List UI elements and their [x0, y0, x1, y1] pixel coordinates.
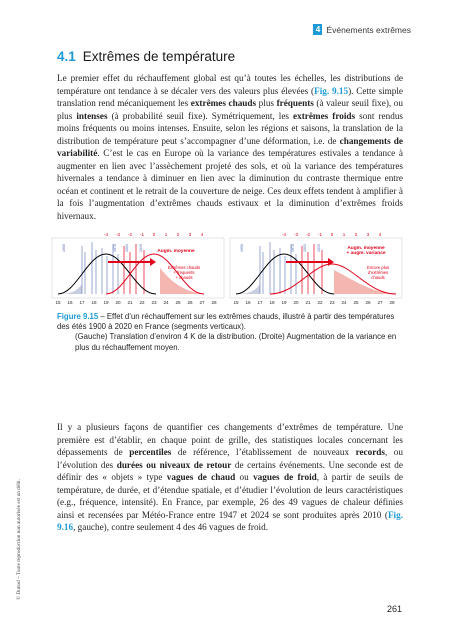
svg-text:1976: 1976: [113, 244, 117, 252]
left-bottom-axis: [55, 300, 217, 305]
svg-text:20: 20: [293, 300, 299, 305]
left-annotation-3: + chauds: [175, 275, 193, 280]
svg-text:2: 2: [176, 232, 180, 237]
svg-text:19: 19: [281, 300, 287, 305]
svg-text:26: 26: [187, 300, 193, 305]
svg-text:2003: 2003: [303, 244, 307, 252]
chapter-number-badge: 4: [313, 24, 322, 35]
right-bottom-axis: [233, 300, 395, 305]
svg-text:16: 16: [245, 300, 251, 305]
svg-text:28: 28: [389, 300, 395, 305]
paragraph-1: Le premier effet du réchauffement global est qu’à toutes les échelles, les distributions de température ont tendance à se décaler vers des valeurs plus élevées (Fig. 9.15). Cette simple translation rend mécaniquement les extrêmes chauds plus fréquents (à valeur seuil fixe), ou plus intenses (à probabilité seuil fixe). Symétriquement, les extrêmes froids sont rendus moins fréquents ou moins intenses. Ensuite, selon les régions et saisons, la translation de la distribution de température peut s’accompagner d’une déformation, i.e. de changements de variabilité. C’est le cas en Europe où la variance des températures estivales a tendance à augmenter en lien avec l’assèchement projeté des sols, et où la variance des températures hivernales a tendance à diminuer en lien avec la diminution du contraste thermique entre océan et continent et le retrait de la couverture de neige. Ces deux effets tendent à amplifier à la fois l’augmentation d’extrêmes chauds estivaux et la diminution d’extrêmes froids hivernaux.: [57, 73, 403, 222]
svg-text:2019: 2019: [139, 244, 143, 252]
svg-text:-1: -1: [139, 232, 145, 237]
figure-caption: [57, 312, 403, 353]
svg-text:1976: 1976: [291, 244, 295, 252]
svg-text:27: 27: [199, 300, 205, 305]
svg-text:24: 24: [163, 300, 169, 305]
section-heading: [57, 49, 235, 64]
svg-text:21: 21: [127, 300, 133, 305]
svg-text:27: 27: [377, 300, 383, 305]
svg-text:17: 17: [79, 300, 85, 305]
svg-text:15: 15: [55, 300, 61, 305]
svg-text:1: 1: [342, 232, 346, 237]
figure-9-15: [50, 232, 405, 312]
section-number: 4.1: [57, 49, 76, 64]
svg-text:1956: 1956: [62, 244, 66, 252]
svg-text:4: 4: [200, 232, 204, 237]
svg-text:-2: -2: [305, 232, 311, 237]
svg-text:24: 24: [341, 300, 347, 305]
paragraph-2: Il y a plusieurs façons de quantifier ces changements d’extrêmes de température. Une première est d’établir, en chaque point de grille, des statistiques locales concernant les dépassements de percentiles de référence, l’établissement de nouveaux records, ou l’évolution des durées ou niveaux de retour de certains événements. Une seconde est de définir des « objets » type vagues de chaud ou vagues de froid, à partir de seuils de température, de durée, et d’étendue spatiale, et d’étudier l’évolution de leurs caractéristiques (e.g., fréquence, intensité). En France, par exemple, 26 des 49 vagues de chaleur définies ainsi et recensées par Météo-France entre 1947 et 2024 se sont produites après 2010 (Fig. 9.16, gauche), contre seulement 4 des 46 vagues de froid.: [57, 422, 403, 533]
running-header: [313, 24, 411, 35]
svg-text:19: 19: [103, 300, 109, 305]
svg-text:17: 17: [257, 300, 263, 305]
svg-text:0: 0: [330, 232, 334, 237]
svg-text:25: 25: [175, 300, 181, 305]
caption-line-1: – Effet d’un réchauffement sur les extrêmes chauds, illustré à partir des températures des étés 1900 à 2020 en France (segments verticaux).: [57, 312, 395, 332]
svg-text:18: 18: [269, 300, 275, 305]
right-arrow-label-1: Augm. moyenne: [347, 246, 385, 251]
svg-text:23: 23: [151, 300, 157, 305]
svg-text:20: 20: [115, 300, 121, 305]
right-top-axis: [282, 232, 382, 237]
svg-text:16: 16: [67, 300, 73, 305]
left-annotation-2: + fréquents: [173, 270, 195, 275]
caption-label: Figure 9.15: [57, 312, 99, 321]
section-title: Extrêmes de température: [82, 49, 236, 64]
svg-text:-2: -2: [127, 232, 133, 237]
left-annotation-1: Extrêmes chauds: [167, 265, 201, 270]
right-arrow-label-2: + augm. variance: [346, 251, 386, 256]
figure-reference-link[interactable]: Fig. 9.16: [57, 509, 403, 533]
left-panel: [52, 232, 224, 305]
svg-text:18: 18: [91, 300, 97, 305]
svg-text:2003: 2003: [125, 244, 129, 252]
svg-text:-1: -1: [317, 232, 323, 237]
svg-text:-4: -4: [103, 232, 109, 237]
svg-text:3: 3: [188, 232, 192, 237]
svg-text:3: 3: [366, 232, 370, 237]
page-number: 261: [386, 604, 402, 614]
left-arrow-label: Augm. moyenne: [157, 249, 195, 254]
figure-reference-link[interactable]: Fig. 9.15: [314, 85, 349, 96]
caption-line-2: (Gauche) Translation d’environ 4 K de la distribution. (Droite) Augmentation de la variance en plus du réchauffement moyen.: [75, 332, 397, 352]
svg-text:1956: 1956: [240, 244, 244, 252]
svg-text:1: 1: [164, 232, 168, 237]
svg-text:-3: -3: [115, 232, 121, 237]
chapter-title: Événements extrêmes: [326, 24, 411, 35]
right-panel: [230, 232, 402, 305]
svg-text:2019: 2019: [317, 244, 321, 252]
svg-text:28: 28: [211, 300, 217, 305]
right-annotation-2: d’extrêmes: [367, 270, 389, 275]
svg-text:0: 0: [152, 232, 156, 237]
svg-text:4: 4: [378, 232, 382, 237]
svg-text:2: 2: [354, 232, 358, 237]
svg-text:-4: -4: [281, 232, 287, 237]
svg-text:23: 23: [329, 300, 335, 305]
svg-text:22: 22: [317, 300, 323, 305]
svg-text:21: 21: [305, 300, 311, 305]
right-annotation-3: chauds: [371, 275, 385, 280]
svg-text:22: 22: [139, 300, 145, 305]
svg-text:15: 15: [233, 300, 239, 305]
svg-text:26: 26: [365, 300, 371, 305]
svg-text:25: 25: [353, 300, 359, 305]
svg-text:-3: -3: [293, 232, 299, 237]
copyright-sidebar: © Dunod – Toute reproduction non autorisée est un délit.: [16, 479, 22, 600]
right-annotation-1: Encore plus: [366, 265, 390, 270]
left-top-axis: [104, 232, 204, 237]
